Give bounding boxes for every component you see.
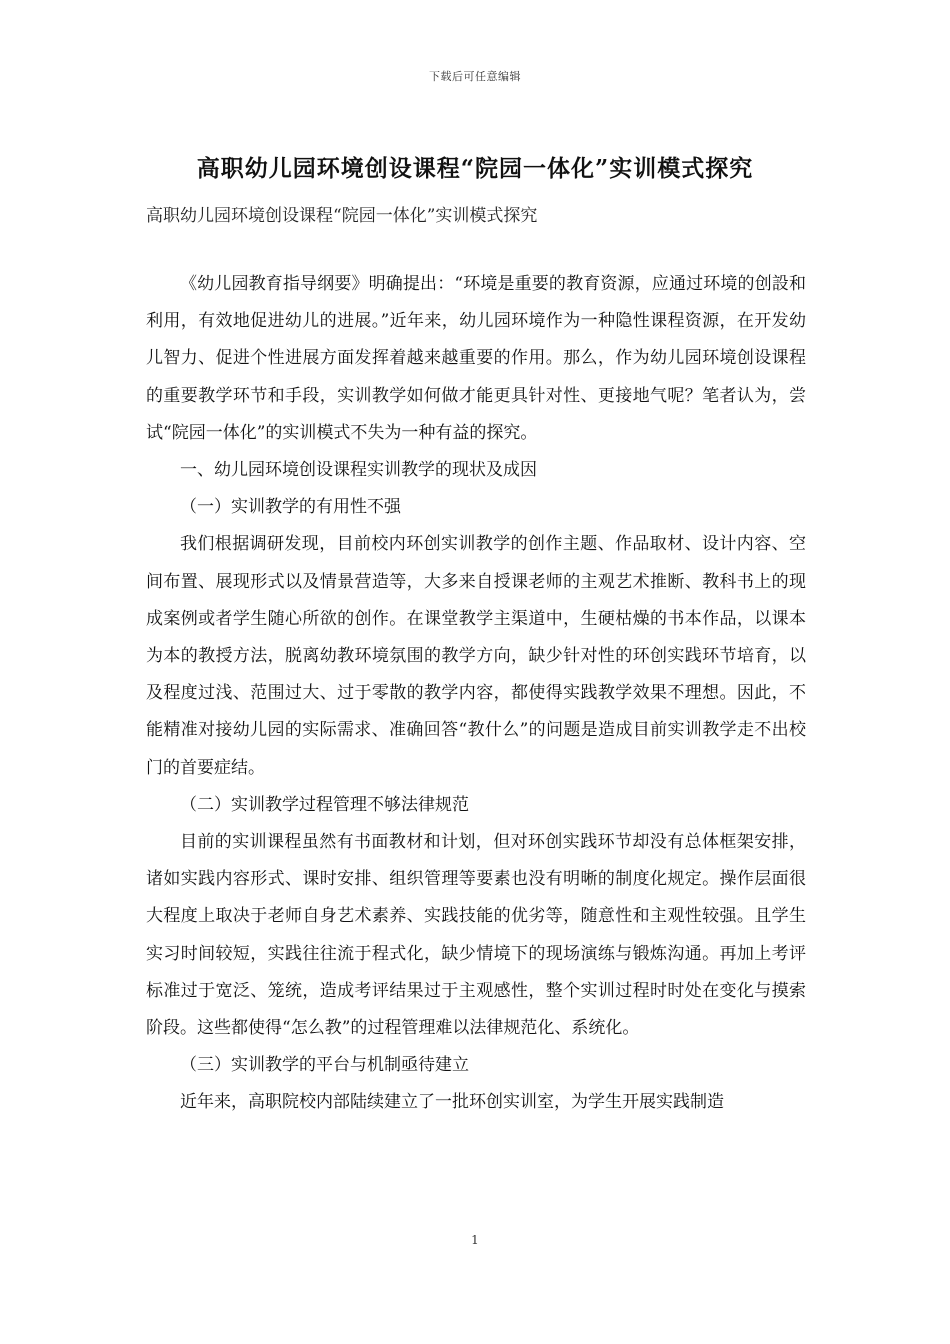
subsection-heading-1: （一）实训教学的有用性不强 (180, 497, 401, 518)
body-paragraph-2: 目前的实训课程虽然有书面教材和计划，但对环创实践环节却没有总体框架安排，诸如实践内容形式、课时安排、组织管理等要素也没有明晰的制度化规定。操作层面很大程度上取决于老师自身艺术素养、实践技能的优劣等，随意性和主观性较强。且学生实习时间较短，实践往往流于程式化，缺少情境下的现场演练与锻炼沟通。再加上考评标准过于宽泛、笼统，造成考评结果过于主观感性，整个实训过程时时处在变化与摸索阶段。这些都使得“怎么教”的过程管理难以法律规范化、系统化。 (146, 832, 806, 1039)
section-heading-1: 一、幼儿园环境创设课程实训教学的现状及成因 (180, 460, 537, 481)
page-header-note: 下载后可任意编辑 (429, 70, 521, 83)
document-body (146, 266, 806, 1122)
subsection-heading-2: （二）实训教学过程管理不够法律规范 (180, 794, 469, 815)
page-number: 1 (471, 1233, 479, 1247)
subsection-heading-3: （三）实训教学的平台与机制亟待建立 (180, 1055, 469, 1076)
document-title: 高职幼儿园环境创设课程“院园一体化”实训模式探究 (196, 155, 754, 182)
document-subtitle: 高职幼儿园环境创设课程“院园一体化”实训模式探究 (146, 206, 538, 226)
body-paragraph-1: 我们根据调研发现，目前校内环创实训教学的创作主题、作品取材、设计内容、空间布置、展现形式以及情景营造等，大多来自授课老师的主观艺术推断、教科书上的现成案例或者学生随心所欲的创作。在课堂教学主渠道中，生硬枯燥的书本作品，以课本为本的教授方法，脱离幼教环境氛围的教学方向，缺少针对性的环创实践环节培育，以及程度过浅、范围过大、过于零散的教学内容，都使得实践教学效果不理想。因此，不能精准对接幼儿园的实际需求、准确回答“教什么”的问题是造成目前实训教学走不出校门的首要症结。 (146, 534, 806, 778)
body-paragraph-3: 近年来，高职院校内部陆续建立了一批环创实训室，为学生开展实践制造 (180, 1092, 724, 1113)
intro-paragraph: 《幼儿园教育指导纲要》明确提出：“环境是重要的教育资源，应通过环境的创設和利用，有效地促进幼儿的进展。”近年来，幼儿园环境作为一种隐性课程资源，在开发幼儿智力、促进个性进展方面发挥着越来越重要的作用。那么，作为幼儿园环境创设课程的重要教学环节和手段，实训教学如何做才能更具针对性、更接地气呢？笔者认为，尝试“院园一体化”的实训模式不失为一种有益的探究。 (146, 274, 806, 443)
